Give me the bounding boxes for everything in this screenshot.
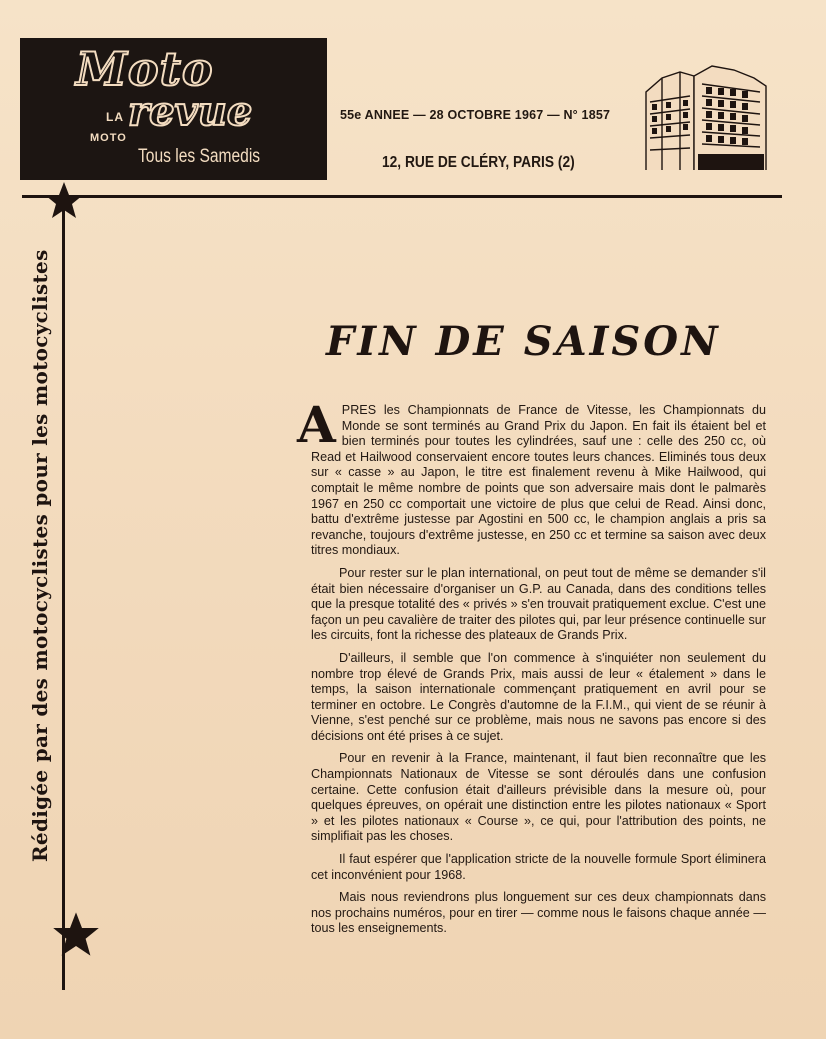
building-illustration <box>642 62 768 172</box>
article-paragraph: Pour rester sur le plan international, on peut tout de même se demander s'il était bien nécessaire d'organiser un G.P. au Canada, dans des conditions telles que la presque totalité des « privés » s'en trouvait pratiquement exclue. C'est une façon un peu cavalière de traiter des pilotes qui, par leur présence continuelle sur les circuits, font la richesse des plateaux de Grands Prix. <box>311 565 766 643</box>
star-ornament-top <box>44 180 84 220</box>
tagline: Tous les Samedis <box>138 146 261 167</box>
side-rule <box>62 198 65 990</box>
paragraph-text: PRES les Championnats de France de Vitesse, les Championnats du Monde se sont terminés au Grand Prix du Japon. En fait ils étaient bel et bien terminés pour toutes les cylindrées, sauf une : celle des 250 cc, où Read et Hailwood conservaient encore toutes leurs chances. Eliminés tous deux sur « casse » au Japon, le titre est finalement revenu à Mike Hailwood, qui comptait le même nombre de points que son adversaire mais dont le palmarès 1967 en 250 cc comportait une victoire de plus que celui de Read. Ainsi donc, battu d'extrême justesse par Agostini en 500 cc, le champion anglais a pris sa revanche, toujours d'extrême justesse, en 250 cc et termine sa saison avec deux titres mondiaux. <box>311 403 766 558</box>
address: 12, RUE DE CLÉRY, PARIS (2) <box>382 154 575 171</box>
article-paragraph <box>297 395 766 559</box>
drop-cap: A <box>297 395 336 454</box>
logo-moto-text: Moto <box>76 42 214 96</box>
article-paragraph: Il faut espérer que l'application stricte de la nouvelle formule Sport éliminera cet inconvénient pour 1968. <box>311 852 766 882</box>
logo-la-text: LA <box>106 110 124 124</box>
side-slogan: Rédigée par des motocyclistes pour les motocyclistes <box>28 249 52 862</box>
article-body <box>297 395 766 944</box>
logo-revue-text: revue <box>128 88 253 135</box>
article-paragraph: Mais nous reviendrons plus longuement sur ces deux championnats dans nos prochains numéros, pour en tirer — comme nous le faisons chaque année — tous les enseignements. <box>311 890 766 936</box>
issue-line: 55e ANNEE — 28 OCTOBRE 1967 — N° 1857 <box>340 108 611 122</box>
header-rule <box>22 195 782 198</box>
article-title: FIN DE SAISON <box>326 318 721 365</box>
masthead-logo <box>20 38 327 180</box>
article-paragraph: D'ailleurs, il semble que l'on commence à s'inquiéter non seulement du nombre trop élevé de Grands Prix, mais aussi de leur « étalement » dans le temps, la saison internationale commençant pratiquement en avril pour se terminer en octobre. Le Congrès d'automne de la F.I.M., qui vient de se réunir à Vienne, s'est penché sur ce problème, mais nous ne savons pas encore si des décisions ont été prises à ce sujet. <box>311 650 766 743</box>
logo-moto-small-text: MOTO <box>90 132 127 144</box>
article-paragraph: Pour en revenir à la France, maintenant, il faut bien reconnaître que les Championnats Nationaux de Vitesse se sont déroulés dans une confusion certaine. Cette confusion était d'ailleurs prévisible dans la mesure où, pour quelques épreuves, on opérait une distinction entre les pilotes nationaux « Sport » et les pilotes nationaux « Course », ce qui, pour l'attribution des points, ne simplifiait pas les choses. <box>311 751 766 844</box>
star-ornament-bottom <box>52 910 100 958</box>
